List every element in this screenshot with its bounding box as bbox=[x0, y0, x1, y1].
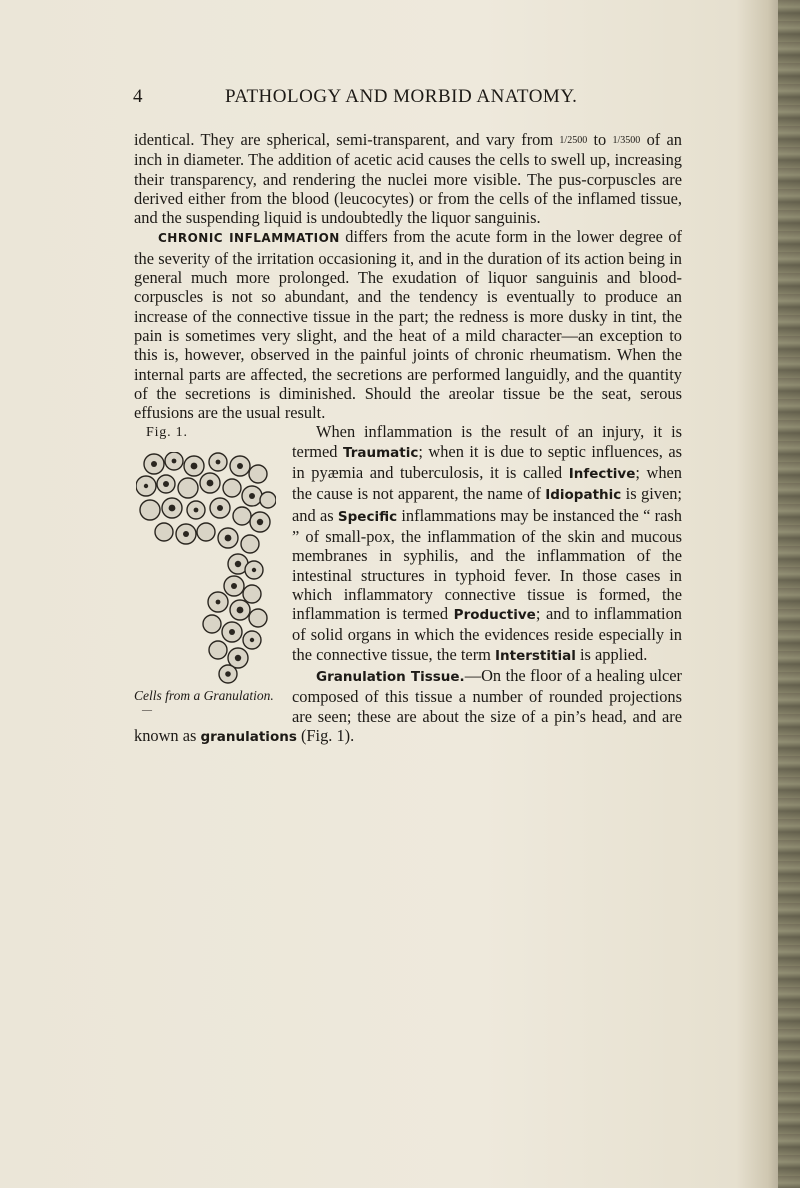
term-traumatic: Traumatic bbox=[342, 444, 419, 461]
term-granulations: granulations bbox=[200, 728, 297, 745]
paragraph-pus-cells: identical. They are spherical, semi-transparent, and vary from 1/2500 to 1/3500 of an inch in diameter. The addition of acetic acid causes the cells to swell up, increasing their transparency, and rendering the nuclei more visible. The pus-corpuscles are derived either from the blood (leucocytes) or from the cells of the inflamed tissue, and the suspending liquid is undoubtedly the liquor sanguinis. bbox=[134, 130, 683, 228]
term-infective: Infective bbox=[568, 466, 636, 483]
figure-tick-mark: — bbox=[142, 705, 152, 717]
term-specific: Specific bbox=[337, 508, 398, 525]
body-text bbox=[134, 130, 682, 747]
fraction-1: 1/2500 bbox=[559, 135, 588, 146]
paragraph-chronic-inflammation: CHRONIC INFLAMMATION differs from the acute form in the lower degree of the severity of the irritation occasioning it, and in the duration of its action being in general much more prolonged. The exudation of liquor sanguinis and blood-corpuscles is not so abundant, and the tendency is eventually to produce an increase of the connective tissue in the part; the redness is more dusky in tint, the pain is sometimes very slight, and the heat of a mild character—an exception to this is, however, observed in the painful joints of chronic rheumatism. When the internal parts are affected, the secretions are performed languidly, and the quantity of the secretions is diminished. Should the areolar tissue be the seat, serous effusions are the usual result. bbox=[134, 227, 682, 423]
paragraph-types-of-inflammation: When inflammation is the result of an injury, it is termed Traumatic; when it is due to septic influences, as in pyæmia and tuberculosis, it is called Infective; when the cause is not apparent, the name of Idiopathic is given; and as Specific inflammations may be instanced the “ rash ” of small-pox, the inflammation of the skin and mucous membranes in syphilis, and the inflammation of the intestinal structures in typhoid fever. In those cases in which inflammatory connective tissue is formed, the inflammation is termed Productive; and to inflammation of solid organs in which the evidences reside especially in the connective tissue, the term Interstitial is applied. bbox=[292, 422, 683, 664]
page-number: 4 bbox=[133, 86, 143, 107]
term-idiopathic: Idiopathic bbox=[545, 487, 622, 504]
figure-1 bbox=[134, 422, 282, 717]
paragraph-granulation-tissue: Granulation Tissue.—On the floor of a healing ulcer composed of this tissue a number of rounded projections are seen; these are about the size of a pin’s head, and are known as granulations (Fig. 1). bbox=[134, 666, 683, 745]
figure-label: Fig. 1. bbox=[146, 425, 188, 441]
fraction-2: 1/3500 bbox=[612, 135, 641, 146]
page-edge-shadow bbox=[778, 0, 800, 1188]
running-title: PATHOLOGY AND MORBID ANATOMY. bbox=[225, 86, 578, 107]
heading-granulation-tissue: Granulation Tissue. bbox=[316, 669, 465, 686]
figure-caption: Cells from a Granulation. bbox=[134, 688, 274, 704]
granulation-cells-illustration bbox=[136, 452, 276, 684]
term-interstitial: Interstitial bbox=[495, 647, 576, 664]
term-productive: Productive bbox=[453, 607, 536, 624]
heading-chronic-inflammation: CHRONIC INFLAMMATION bbox=[158, 231, 340, 246]
